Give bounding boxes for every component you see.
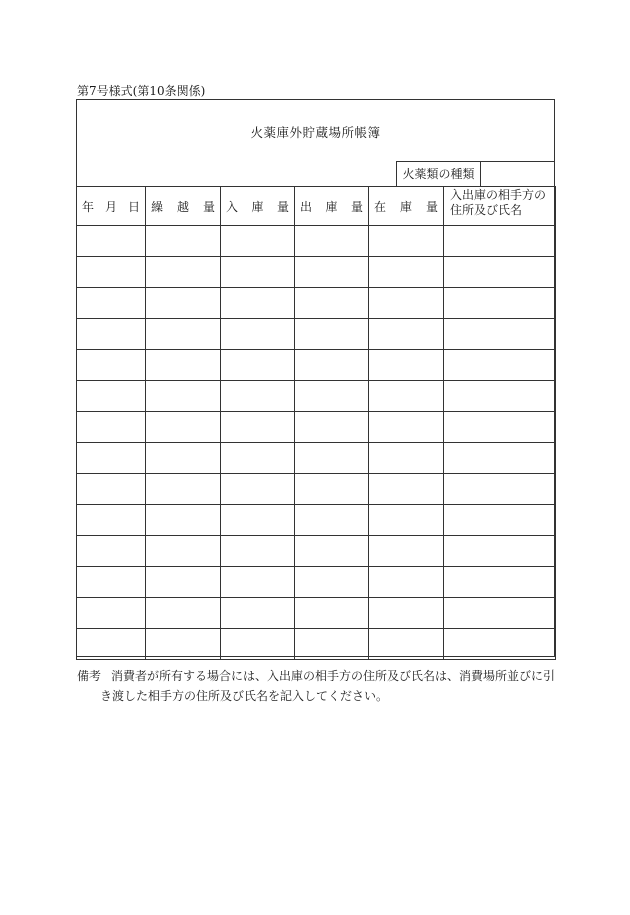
remarks-heading: 備考 [77,669,102,683]
table-cell[interactable] [369,536,444,567]
table-cell[interactable] [146,412,221,443]
table-cell[interactable] [444,288,556,319]
column-header-char: 庫 [399,199,412,214]
column-header-char: 年 [82,199,95,214]
column-header-char: 量 [276,199,289,214]
table-cell[interactable] [77,350,146,381]
table-cell[interactable] [77,257,146,288]
table-cell[interactable] [444,474,556,505]
table-cell[interactable] [77,226,146,257]
column-header-char: 日 [127,199,140,214]
table-cell[interactable] [295,226,369,257]
table-row [77,443,556,474]
remarks [77,666,557,706]
table-cell[interactable] [369,319,444,350]
column-header-char: 越 [176,199,189,214]
table-cell[interactable] [295,319,369,350]
table-cell[interactable] [221,536,295,567]
table-cell[interactable] [221,350,295,381]
table-cell[interactable] [146,443,221,474]
table-cell[interactable] [295,381,369,412]
table-row [77,629,556,660]
table-cell[interactable] [221,567,295,598]
form-number-label: 第7号様式(第10条関係) [77,84,206,98]
table-cell[interactable] [221,412,295,443]
table-cell[interactable] [146,226,221,257]
table-cell[interactable] [295,567,369,598]
table-cell[interactable] [221,443,295,474]
table-cell[interactable] [146,288,221,319]
table-cell[interactable] [295,350,369,381]
table-cell[interactable] [444,257,556,288]
remarks-line-1 [77,666,557,686]
table-cell[interactable] [146,350,221,381]
explosive-kind-label: 火薬類の種類 [397,162,481,186]
table-cell[interactable] [444,443,556,474]
table-cell[interactable] [444,505,556,536]
table-cell[interactable] [146,257,221,288]
table-cell[interactable] [221,288,295,319]
column-header-1 [77,187,146,226]
table-cell[interactable] [77,319,146,350]
table-cell[interactable] [77,598,146,629]
column-header-4 [295,187,369,226]
table-cell[interactable] [146,536,221,567]
table-row [77,474,556,505]
table-cell[interactable] [221,505,295,536]
table-cell[interactable] [369,226,444,257]
table-cell[interactable] [295,443,369,474]
header-row [77,187,556,226]
table-cell[interactable] [221,598,295,629]
table-cell[interactable] [444,629,556,660]
table-cell[interactable] [444,381,556,412]
table-cell[interactable] [444,536,556,567]
table-row [77,536,556,567]
column-header-6: 入出庫の相手方の住所及び氏名 [444,187,556,226]
table-cell[interactable] [221,474,295,505]
table-cell[interactable] [77,505,146,536]
table-row [77,257,556,288]
column-header-char: 出 [300,199,313,214]
form-title: 火薬庫外貯蔵場所帳簿 [250,125,381,140]
table-cell[interactable] [295,598,369,629]
column-header-char: 庫 [325,199,338,214]
table-cell[interactable] [77,567,146,598]
table-cell[interactable] [146,474,221,505]
table-cell[interactable] [295,474,369,505]
column-header-3 [221,187,295,226]
table-cell[interactable] [444,567,556,598]
table-cell[interactable] [444,226,556,257]
table-cell[interactable] [295,536,369,567]
column-header-2 [146,187,221,226]
table-cell[interactable] [369,474,444,505]
column-header-char: 繰 [151,199,164,214]
table-row [77,567,556,598]
explosive-kind-field[interactable] [481,162,555,186]
table-cell[interactable] [369,350,444,381]
column-header-char: 月 [104,199,117,214]
table-cell[interactable] [369,288,444,319]
table-cell[interactable] [146,381,221,412]
table-cell[interactable] [369,412,444,443]
table-row [77,226,556,257]
table-cell[interactable] [221,257,295,288]
table-cell[interactable] [295,412,369,443]
remarks-text-1: 消費者が所有する場合には、入出庫の相手方の住所及び氏名は、消費場所並びに引 [111,669,556,683]
column-header-char: 量 [202,199,215,214]
column-header-char: 量 [425,199,438,214]
table-cell[interactable] [77,536,146,567]
table-cell[interactable] [295,629,369,660]
table-cell[interactable] [146,598,221,629]
table-cell[interactable] [369,567,444,598]
explosive-kind-box [396,161,555,186]
remarks-text-2: き渡した相手方の住所及び氏名を記入してください。 [100,689,389,703]
table-cell[interactable] [295,288,369,319]
table-cell[interactable] [77,412,146,443]
ledger-table [76,186,556,660]
column-header-char: 庫 [251,199,264,214]
table-row [77,350,556,381]
table-cell[interactable] [369,505,444,536]
column-header-5 [369,187,444,226]
table-cell[interactable] [77,443,146,474]
table-cell[interactable] [221,319,295,350]
table-cell[interactable] [146,319,221,350]
table-cell[interactable] [295,505,369,536]
table-row [77,288,556,319]
table-row [77,598,556,629]
table-row [77,319,556,350]
column-header-char: 在 [374,199,387,214]
table-row [77,381,556,412]
ledger-form [76,99,555,657]
table-cell[interactable] [444,350,556,381]
table-cell[interactable] [369,381,444,412]
table-cell[interactable] [444,598,556,629]
table-cell[interactable] [369,443,444,474]
table-cell[interactable] [146,629,221,660]
table-row [77,505,556,536]
table-cell[interactable] [295,257,369,288]
table-cell[interactable] [221,226,295,257]
table-cell[interactable] [77,629,146,660]
table-cell[interactable] [369,598,444,629]
column-header-char: 量 [350,199,363,214]
table-row [77,412,556,443]
table-cell[interactable] [77,474,146,505]
table-cell[interactable] [444,319,556,350]
table-cell[interactable] [221,381,295,412]
ledger-body [77,226,556,660]
table-cell[interactable] [146,505,221,536]
table-cell[interactable] [444,412,556,443]
column-header-char: 入 [226,199,239,214]
table-cell[interactable] [369,629,444,660]
table-cell[interactable] [77,381,146,412]
table-cell[interactable] [146,567,221,598]
table-cell[interactable] [369,257,444,288]
table-cell[interactable] [221,629,295,660]
table-cell[interactable] [77,288,146,319]
